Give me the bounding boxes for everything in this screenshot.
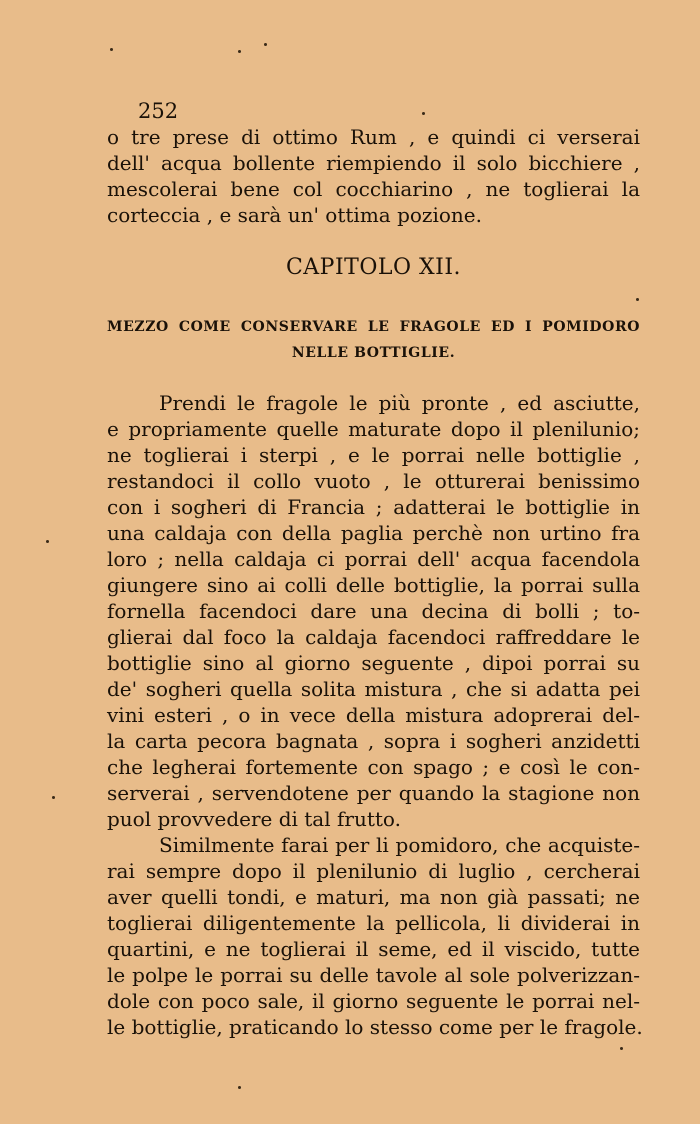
scan-speck	[110, 48, 113, 51]
text-line: mescolerai bene col cocchiarino , ne toglierai la	[107, 177, 640, 201]
text-line: restandoci il collo vuoto , le otturerai benissimo	[107, 469, 640, 493]
text-line: con i sogheri di Francia ; adatterai le bottiglie in	[107, 495, 640, 519]
text-line: glierai dal foco la caldaja facendoci raffreddare le	[107, 625, 640, 649]
text-line: aver quelli tondi, e maturi, ma non già passati; ne	[107, 885, 640, 909]
text-line: dell' acqua bollente riempiendo il solo bicchiere ,	[107, 151, 640, 175]
intro-text	[107, 124, 640, 228]
text-line: fornella facendoci dare una decina di bolli ; to-	[107, 599, 640, 623]
section-title-line: NELLE BOTTIGLIE.	[291, 345, 456, 361]
text-line: quartini, e ne toglierai il seme, ed il viscido, tutte	[107, 937, 640, 961]
scan-speck	[422, 112, 425, 115]
scan-speck	[46, 540, 49, 543]
text-line: toglierai diligentemente la pellicola, li dividerai in	[107, 911, 640, 935]
text-line: e propriamente quelle maturate dopo il plenilunio;	[107, 417, 640, 441]
text-line: la carta pecora bagnata , sopra i sogheri anzidetti	[107, 729, 640, 753]
text-line: dole con poco sale, il giorno seguente le porrai nel-	[107, 989, 640, 1013]
scan-speck	[620, 1047, 623, 1050]
text-line: serverai , servendotene per quando la stagione non	[107, 781, 640, 805]
paragraph-pomidoro	[107, 832, 643, 1040]
section-title-line: MEZZO COME CONSERVARE LE FRAGOLE ED I POMIDORO	[107, 319, 640, 335]
scan-speck	[636, 298, 639, 301]
text-line: le polpe le porrai su delle tavole al sole polverizzan-	[107, 963, 640, 987]
text-line: corteccia , e sarà un' ottima pozione.	[107, 203, 482, 227]
text-line: loro ; nella caldaja ci porrai dell' acqua facendola	[107, 547, 640, 571]
page-number: 252	[138, 99, 179, 123]
chapter-heading: CAPITOLO XII.	[285, 255, 462, 280]
section-title	[107, 314, 640, 366]
text-line: una caldaja con della paglia perchè non urtino fra	[107, 521, 640, 545]
scan-speck	[238, 1086, 241, 1089]
text-line: bottiglie sino al giorno seguente , dipoi porrai su	[107, 651, 640, 675]
text-line: Similmente farai per li pomidoro, che acquiste-	[159, 833, 640, 857]
text-line: giungere sino ai colli delle bottiglie, la porrai sulla	[107, 573, 640, 597]
text-line: de' sogheri quella solita mistura , che si adatta pei	[107, 677, 640, 701]
text-line: vini esteri , o in vece della mistura adoprerai del-	[107, 703, 640, 727]
text-line: o tre prese di ottimo Rum , e quindi ci verserai	[107, 125, 640, 149]
text-line: puol provvedere di tal frutto.	[107, 807, 401, 831]
scan-speck	[264, 43, 267, 46]
text-line: Prendi le fragole le più pronte , ed asciutte,	[159, 391, 640, 415]
text-line: che legherai fortemente con spago ; e così le con-	[107, 755, 640, 779]
text-line: rai sempre dopo il plenilunio di luglio , cercherai	[107, 859, 640, 883]
scan-speck	[238, 50, 241, 53]
paragraph-fragole	[107, 390, 640, 832]
scan-speck	[52, 796, 55, 799]
text-line: le bottiglie, praticando lo stesso come per le fragole.	[107, 1015, 643, 1039]
text-line: ne toglierai i sterpi , e le porrai nelle bottiglie ,	[107, 443, 640, 467]
